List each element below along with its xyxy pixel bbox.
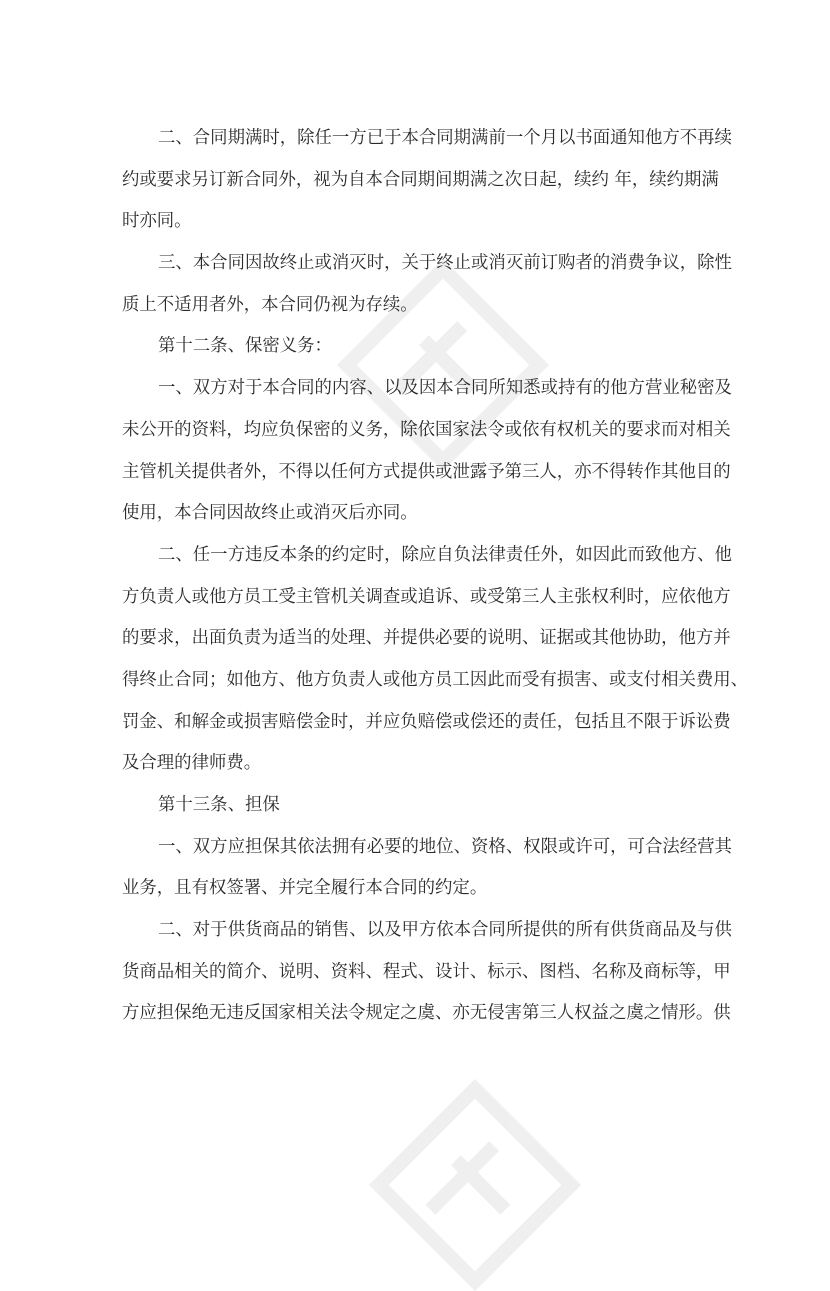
text-line: 三、本合同因故终止或消灭时，关于终止或消灭前订购者的消费争议，除性 bbox=[158, 253, 732, 274]
text-line: 质上不适用者外，本合同仍视为存续。 bbox=[122, 294, 418, 315]
paragraph-clause-12-1 bbox=[122, 368, 732, 535]
section-heading: 第十三条、担保 bbox=[158, 795, 280, 815]
article-13-heading bbox=[122, 785, 712, 827]
text-line: 罚金、和解金或损害赔偿金时，并应负赔偿或偿还的责任，包括且不限于诉讼费 bbox=[122, 711, 731, 732]
text-line: 及合理的律师费。 bbox=[122, 753, 262, 774]
text-line: 业务，且有权签署、并完全履行本合同的约定。 bbox=[122, 878, 488, 899]
text-line: 未公开的资料，均应负保密的义务，除依国家法令或依有权机关的要求而对相关 bbox=[122, 419, 731, 440]
text-line: 二、任一方违反本条的约定时，除应自负法律责任外，如因此而致他方、他 bbox=[158, 544, 732, 565]
paragraph-clause-11-2 bbox=[122, 118, 732, 243]
text-line: 二、对于供货商品的销售、以及甲方依本合同所提供的所有供货商品及与供 bbox=[158, 920, 732, 941]
text-line: 使用，本合同因故终止或消灭后亦同。 bbox=[122, 503, 418, 524]
paragraph-clause-13-2 bbox=[122, 910, 732, 1035]
section-heading: 第十二条、保密义务： bbox=[158, 336, 332, 357]
paragraph-clause-12-2 bbox=[122, 535, 749, 785]
text-line: 得终止合同；如他方、他方负责人或他方员工因此而受有损害、或支付相关费用、 bbox=[122, 669, 749, 690]
text-line: 一、双方应担保其依法拥有必要的地位、资格、权限或许可，可合法经营其 bbox=[158, 836, 732, 857]
document-body bbox=[122, 118, 749, 1035]
article-12-heading bbox=[122, 326, 712, 368]
text-line: 的要求，出面负责为适当的处理、并提供必要的说明、证据或其他协助，他方并 bbox=[122, 628, 731, 649]
text-line: 主管机关提供者外，不得以任何方式提供或泄露予第三人，亦不得转作其他目的 bbox=[122, 461, 731, 482]
text-line: 货商品相关的简介、说明、资料、程式、设计、标示、图档、名称及商标等，甲 bbox=[122, 961, 731, 982]
text-line: 方负责人或他方员工受主管机关调查或追诉、或受第三人主张权利时，应依他方 bbox=[122, 586, 731, 607]
text-line: 约或要求另订新合同外，视为自本合同期间期满之次日起，续约 年，续约期满 bbox=[122, 169, 719, 190]
text-line: 方应担保绝无违反国家相关法令规定之虞、亦无侵害第三人权益之虞之情形。供 bbox=[122, 1003, 731, 1024]
watermark-logo bbox=[369, 1079, 581, 1291]
text-line: 时亦同。 bbox=[122, 211, 192, 232]
paragraph-clause-13-1 bbox=[122, 827, 732, 910]
text-line: 二、合同期满时，除任一方已于本合同期满前一个月以书面通知他方不再续 bbox=[158, 128, 732, 148]
text-line: 一、双方对于本合同的内容、以及因本合同所知悉或持有的他方营业秘密及 bbox=[158, 378, 732, 399]
paragraph-clause-11-3 bbox=[122, 243, 732, 326]
